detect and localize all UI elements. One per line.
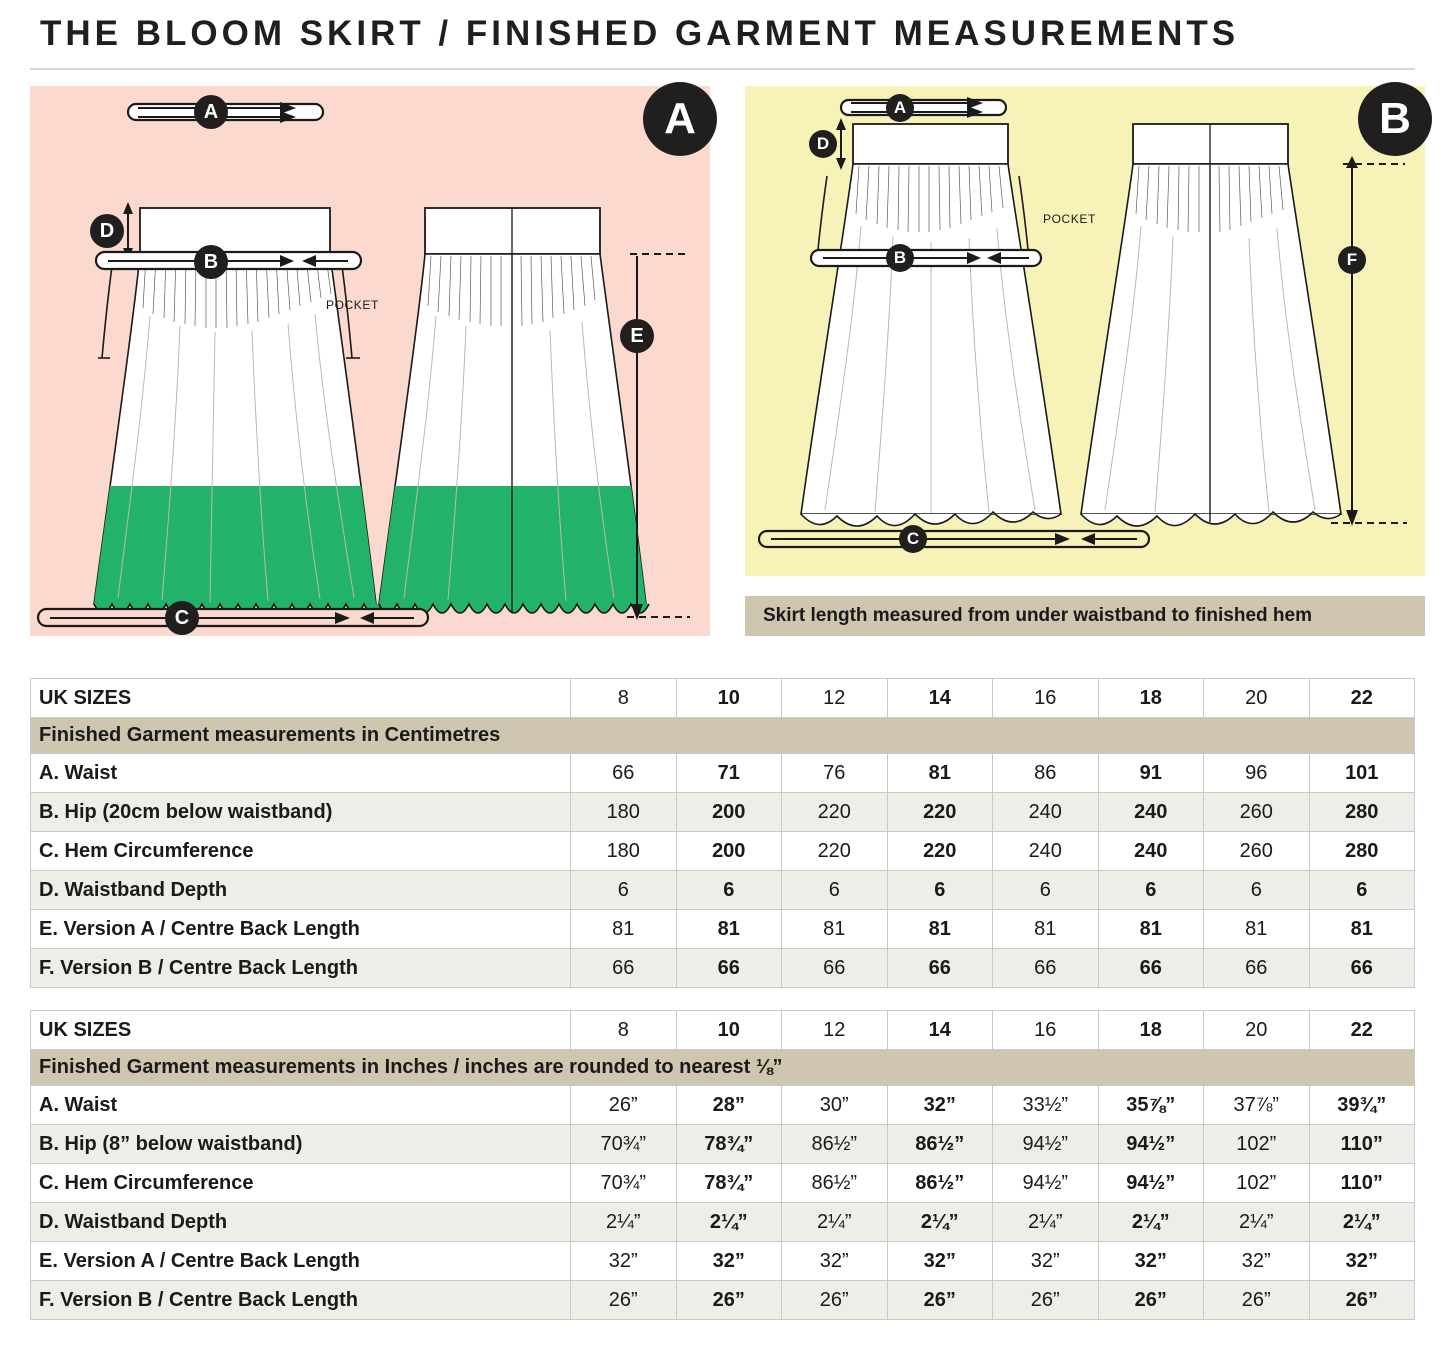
- measurements-table-inches: [30, 1010, 1415, 1320]
- measurement-cell: 94½”: [993, 1164, 1099, 1203]
- measurement-cell: 26”: [1098, 1281, 1204, 1320]
- row-label: B. Hip (20cm below waistband): [31, 793, 571, 832]
- measurement-cell: 66: [993, 949, 1099, 988]
- marker-d-waistband-panel-a: D: [90, 214, 124, 248]
- measurement-cell: 2¼”: [1309, 1203, 1415, 1242]
- measurement-cell: 260: [1204, 832, 1310, 871]
- measurement-cell: 94½”: [993, 1125, 1099, 1164]
- measurement-cell: 81: [1204, 910, 1310, 949]
- marker-e-length-panel-a: E: [620, 319, 654, 353]
- row-label: F. Version B / Centre Back Length: [31, 949, 571, 988]
- page-title: THE BLOOM SKIRT / FINISHED GARMENT MEASUREMENTS: [40, 14, 1240, 53]
- measurement-cell: 81: [1309, 910, 1415, 949]
- measurement-cell: 26”: [782, 1281, 888, 1320]
- size-header-22: 22: [1309, 679, 1415, 718]
- measurement-cell: 32”: [993, 1242, 1099, 1281]
- measurement-cell: 66: [571, 754, 677, 793]
- section-band-label: Finished Garment measurements in Inches / inches are rounded to nearest ⅛”: [31, 1050, 1415, 1086]
- measurement-cell: 180: [571, 793, 677, 832]
- measurement-cell: 81: [993, 910, 1099, 949]
- measurement-cell: 110”: [1309, 1125, 1415, 1164]
- marker-c-hem-panel-a: C: [165, 601, 199, 635]
- measurement-cell: 32”: [1098, 1242, 1204, 1281]
- in-table-body: [31, 1011, 1415, 1320]
- size-header-20: 20: [1204, 1011, 1310, 1050]
- measurement-cell: 6: [571, 871, 677, 910]
- row-label: A. Waist: [31, 754, 571, 793]
- size-header-18: 18: [1098, 1011, 1204, 1050]
- size-header-16: 16: [993, 679, 1099, 718]
- measurement-cell: 30”: [782, 1086, 888, 1125]
- size-header-10: 10: [676, 679, 782, 718]
- size-header-8: 8: [571, 679, 677, 718]
- measurement-cell: 2¼”: [676, 1203, 782, 1242]
- measurement-cell: 26”: [1204, 1281, 1310, 1320]
- title-divider: [30, 68, 1415, 70]
- measurement-cell: 86½”: [782, 1125, 888, 1164]
- measurement-cell: 2¼”: [1098, 1203, 1204, 1242]
- measurement-cell: 32”: [782, 1242, 888, 1281]
- row-label: A. Waist: [31, 1086, 571, 1125]
- version-b-technical-drawing: [745, 86, 1425, 576]
- measurement-cell: 81: [887, 910, 993, 949]
- table-row: [31, 754, 1415, 793]
- uk-sizes-label: UK SIZES: [31, 679, 571, 718]
- measurement-cell: 280: [1309, 832, 1415, 871]
- measurement-cell: 66: [887, 949, 993, 988]
- uk-sizes-label: UK SIZES: [31, 1011, 571, 1050]
- row-label: B. Hip (8” below waistband): [31, 1125, 571, 1164]
- measurement-cell: 28”: [676, 1086, 782, 1125]
- measurement-cell: 81: [571, 910, 677, 949]
- marker-a-waist-panel-a: A: [194, 95, 228, 129]
- measurement-cell: 220: [782, 832, 888, 871]
- measurement-cell: 32”: [1204, 1242, 1310, 1281]
- measurement-cell: 101: [1309, 754, 1415, 793]
- size-header-16: 16: [993, 1011, 1099, 1050]
- measurement-cell: 32”: [1309, 1242, 1415, 1281]
- measurement-cell: 66: [1098, 949, 1204, 988]
- table-row: [31, 793, 1415, 832]
- table-row: [31, 1086, 1415, 1125]
- marker-b-hip-panel-a: B: [194, 245, 228, 279]
- measurement-cell: 26”: [887, 1281, 993, 1320]
- panel-badge-b: B: [1358, 82, 1432, 156]
- table-row: [31, 871, 1415, 910]
- measurement-cell: 240: [1098, 832, 1204, 871]
- illustration-panel-b: [745, 86, 1425, 576]
- measurement-cell: 180: [571, 832, 677, 871]
- illustration-panel-a: [30, 86, 710, 636]
- measurement-cell: 6: [676, 871, 782, 910]
- measurement-cell: 6: [887, 871, 993, 910]
- measurement-cell: 200: [676, 832, 782, 871]
- measurement-cell: 66: [1309, 949, 1415, 988]
- measurement-cell: 78¾”: [676, 1164, 782, 1203]
- marker-c-hem-panel-b: C: [899, 525, 927, 553]
- measurement-cell: 81: [782, 910, 888, 949]
- measurement-cell: 6: [993, 871, 1099, 910]
- measurement-cell: 37⅞”: [1204, 1086, 1310, 1125]
- table-header-row: [31, 1011, 1415, 1050]
- measurement-cell: 2¼”: [571, 1203, 677, 1242]
- measurement-cell: 240: [993, 793, 1099, 832]
- measurement-cell: 32”: [887, 1086, 993, 1125]
- measurement-cell: 66: [571, 949, 677, 988]
- row-label: C. Hem Circumference: [31, 1164, 571, 1203]
- table-row: [31, 1164, 1415, 1203]
- measurement-cell: 32”: [887, 1242, 993, 1281]
- measurement-cell: 76: [782, 754, 888, 793]
- table-row: [31, 832, 1415, 871]
- row-label: F. Version B / Centre Back Length: [31, 1281, 571, 1320]
- size-header-10: 10: [676, 1011, 782, 1050]
- measurement-cell: 280: [1309, 793, 1415, 832]
- measurement-cell: 220: [887, 832, 993, 871]
- measurement-cell: 66: [782, 949, 888, 988]
- measurement-cell: 81: [1098, 910, 1204, 949]
- table-header-row: [31, 679, 1415, 718]
- cm-table-body: [31, 679, 1415, 988]
- table-row: [31, 1242, 1415, 1281]
- measurement-cell: 102”: [1204, 1164, 1310, 1203]
- measurement-cell: 110”: [1309, 1164, 1415, 1203]
- measurement-cell: 35⅞”: [1098, 1086, 1204, 1125]
- measurement-cell: 81: [887, 754, 993, 793]
- measurement-cell: 86½”: [887, 1125, 993, 1164]
- row-label: E. Version A / Centre Back Length: [31, 910, 571, 949]
- measurement-cell: 200: [676, 793, 782, 832]
- measurement-cell: 66: [676, 949, 782, 988]
- measurement-cell: 96: [1204, 754, 1310, 793]
- pocket-label-panel-b: POCKET: [1043, 212, 1096, 226]
- measurement-cell: 32”: [676, 1242, 782, 1281]
- measurement-cell: 71: [676, 754, 782, 793]
- measurement-cell: 6: [1204, 871, 1310, 910]
- size-header-8: 8: [571, 1011, 677, 1050]
- size-header-14: 14: [887, 679, 993, 718]
- marker-b-hip-panel-b: B: [886, 244, 914, 272]
- size-header-12: 12: [782, 1011, 888, 1050]
- measurement-cell: 33½”: [993, 1086, 1099, 1125]
- table-row: [31, 910, 1415, 949]
- measurement-cell: 94½”: [1098, 1125, 1204, 1164]
- size-header-14: 14: [887, 1011, 993, 1050]
- marker-d-waistband-panel-b: D: [809, 130, 837, 158]
- measurement-cell: 78¾”: [676, 1125, 782, 1164]
- section-band-label: Finished Garment measurements in Centimetres: [31, 718, 1415, 754]
- measurement-cell: 2¼”: [782, 1203, 888, 1242]
- measurement-cell: 86½”: [887, 1164, 993, 1203]
- table-section-band: [31, 1050, 1415, 1086]
- table-row: [31, 1125, 1415, 1164]
- measurement-cell: 70¾”: [571, 1164, 677, 1203]
- measurement-cell: 6: [782, 871, 888, 910]
- measurement-cell: 32”: [571, 1242, 677, 1281]
- measurement-cell: 39¾”: [1309, 1086, 1415, 1125]
- pocket-label-panel-a: POCKET: [326, 298, 379, 312]
- row-label: D. Waistband Depth: [31, 1203, 571, 1242]
- measurements-table-centimetres: [30, 678, 1415, 988]
- measurement-cell: 2¼”: [1204, 1203, 1310, 1242]
- measurement-cell: 81: [676, 910, 782, 949]
- table-row: [31, 949, 1415, 988]
- table-section-band: [31, 718, 1415, 754]
- row-label: E. Version A / Centre Back Length: [31, 1242, 571, 1281]
- measurement-cell: 6: [1309, 871, 1415, 910]
- measurement-cell: 26”: [1309, 1281, 1415, 1320]
- measurement-cell: 2¼”: [993, 1203, 1099, 1242]
- measurement-cell: 102”: [1204, 1125, 1310, 1164]
- measurement-cell: 86½”: [782, 1164, 888, 1203]
- measurement-cell: 26”: [571, 1281, 677, 1320]
- measurement-cell: 26”: [993, 1281, 1099, 1320]
- table-row: [31, 1203, 1415, 1242]
- size-header-12: 12: [782, 679, 888, 718]
- measurement-cell: 220: [782, 793, 888, 832]
- measurement-cell: 91: [1098, 754, 1204, 793]
- size-header-18: 18: [1098, 679, 1204, 718]
- table-row: [31, 1281, 1415, 1320]
- version-a-technical-drawing: [30, 86, 710, 636]
- measurement-cell: 6: [1098, 871, 1204, 910]
- row-label: C. Hem Circumference: [31, 832, 571, 871]
- marker-f-length-panel-b: F: [1338, 246, 1366, 274]
- measurement-cell: 66: [1204, 949, 1310, 988]
- measurement-cell: 70¾”: [571, 1125, 677, 1164]
- measurement-cell: 220: [887, 793, 993, 832]
- measurement-cell: 260: [1204, 793, 1310, 832]
- measurement-cell: 2¼”: [887, 1203, 993, 1242]
- marker-a-waist-panel-b: A: [886, 94, 914, 122]
- size-header-20: 20: [1204, 679, 1310, 718]
- version-b-caption: Skirt length measured from under waistband to finished hem: [745, 596, 1425, 636]
- row-label: D. Waistband Depth: [31, 871, 571, 910]
- measurement-cell: 94½”: [1098, 1164, 1204, 1203]
- measurement-cell: 26”: [676, 1281, 782, 1320]
- measurement-cell: 26”: [571, 1086, 677, 1125]
- measurement-cell: 240: [1098, 793, 1204, 832]
- panel-badge-a: A: [643, 82, 717, 156]
- measurement-cell: 86: [993, 754, 1099, 793]
- measurement-cell: 240: [993, 832, 1099, 871]
- size-header-22: 22: [1309, 1011, 1415, 1050]
